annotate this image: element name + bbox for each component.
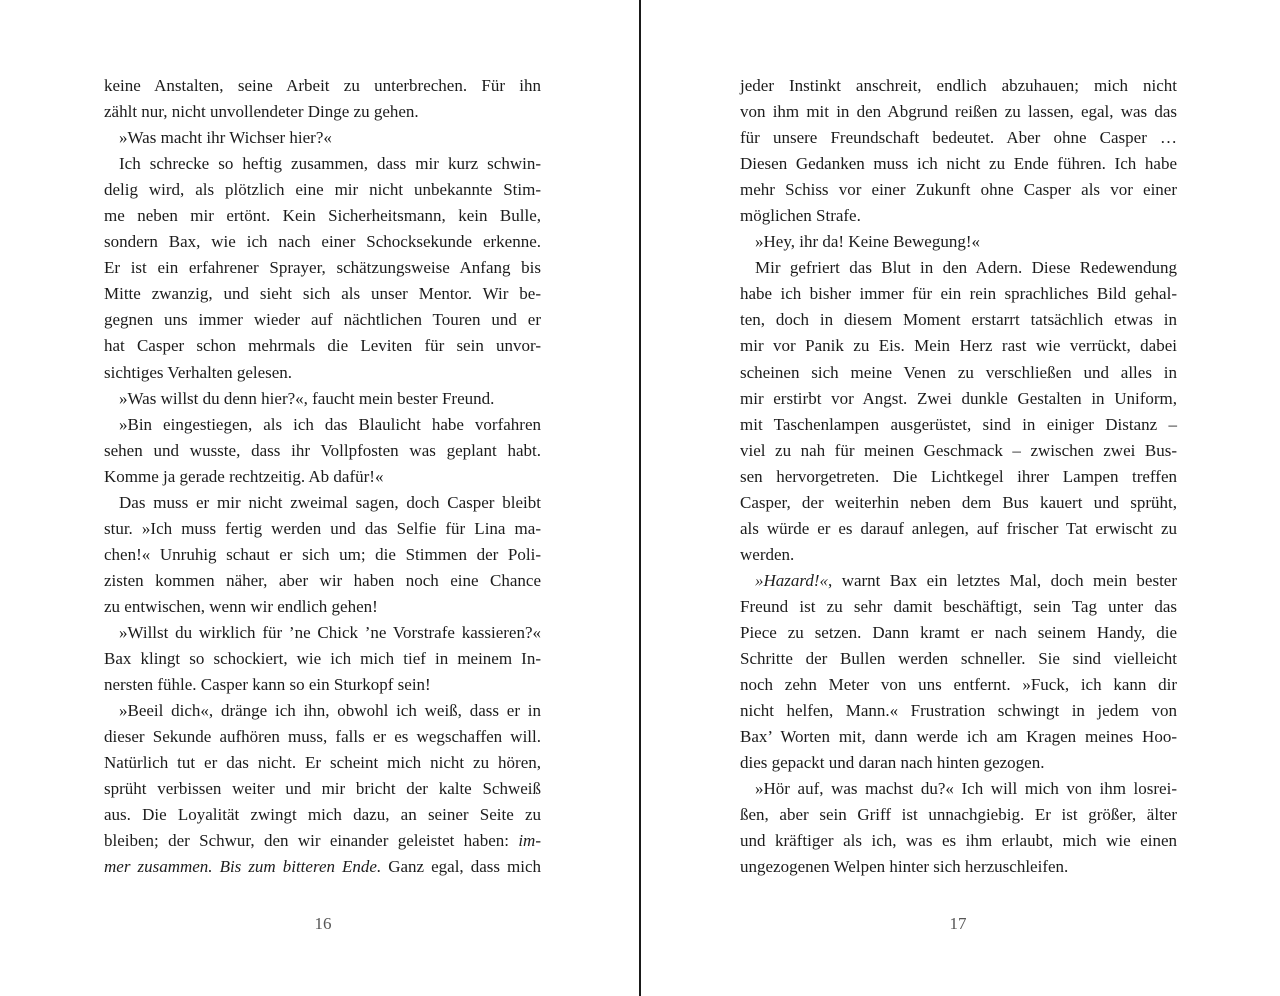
line-text: für unsere Freundschaft bedeutet. Aber ohne Casper … — [740, 128, 1177, 148]
text-line — [740, 490, 1177, 516]
line-text: mir erstirbt vor Angst. Zwei dunkle Gestalten in Uniform, — [740, 388, 1177, 408]
line-text: dies gepackt und daran nach hinten gezogen. — [740, 753, 1045, 773]
line-text: »Bin eingestiegen, als ich das Blaulicht habe vorfahren — [119, 414, 541, 434]
text-line — [104, 151, 541, 177]
text-line — [104, 698, 541, 724]
text-line — [740, 542, 1177, 568]
line-text: Ich schrecke so heftig zusammen, dass mir kurz schwin- — [119, 154, 541, 174]
line-text: Casper, der weiterhin neben dem Bus kauert und sprüht, — [740, 492, 1177, 512]
text-line — [104, 828, 541, 854]
line-text: chen!« Unruhig schaut er sich um; die Stimmen der Poli- — [104, 544, 541, 564]
line-text: Das muss er mir nicht zweimal sagen, doch Casper bleibt — [119, 492, 541, 512]
italic-text: mer zusammen. Bis zum bitteren Ende. — [104, 857, 382, 877]
text-line — [740, 281, 1177, 307]
text-line — [740, 854, 1177, 880]
line-text: jeder Instinkt anschreit, endlich abzuhauen; mich nicht — [740, 76, 1177, 95]
line-text: hat Casper schon mehrmals die Leviten für sein unvor- — [104, 336, 541, 356]
text-line — [104, 672, 541, 698]
line-text: nersten fühle. Casper kann so ein Sturkopf sein! — [104, 675, 431, 695]
text-line — [104, 594, 541, 620]
line-text: mir vor Panik zu Eis. Mein Herz rast wie verrückt, dabei — [740, 336, 1177, 356]
text-line — [740, 568, 1177, 594]
text-line — [104, 620, 541, 646]
page-number-right: 17 — [949, 914, 967, 933]
text-line — [104, 490, 541, 516]
line-text: sondern Bax, wie ich nach einer Schocksekunde erkenne. — [104, 232, 541, 252]
line-text: Piece zu setzen. Dann kramt er nach seinem Handy, die — [740, 622, 1177, 642]
line-text: möglichen Strafe. — [740, 206, 861, 226]
line-text: »Hey, ihr da! Keine Bewegung!« — [755, 232, 981, 252]
text-line — [740, 203, 1177, 229]
text-line — [104, 438, 541, 464]
line-text: ßen, aber sein Griff ist unnachgiebig. Er ist größer, älter — [740, 805, 1177, 825]
text-line — [740, 438, 1177, 464]
text-line — [104, 854, 541, 880]
text-line — [104, 281, 541, 307]
line-text: ten, doch in diesem Moment erstarrt tatsächlich etwas in — [740, 310, 1177, 330]
line-text: zählt nur, nicht unvollendeter Dinge zu gehen. — [104, 102, 419, 122]
line-text: sichtiges Verhalten gelesen. — [104, 362, 293, 382]
line-text: nicht helfen, Mann.« Frustration schwingt in jedem von — [740, 701, 1177, 721]
text-line — [740, 151, 1177, 177]
line-text: habe ich bisher immer für ein rein sprachliches Bild gehal- — [740, 284, 1177, 304]
text-line — [740, 99, 1177, 125]
line-text: ungezogenen Welpen hinter sich herzuschleifen. — [740, 857, 1069, 877]
text-line — [740, 776, 1177, 802]
text-line — [740, 594, 1177, 620]
italic-text: »Hazard!« — [755, 570, 829, 590]
line-text: Bax klingt so schockiert, wie ich mich tief in meinem In- — [104, 649, 541, 669]
text-line — [740, 307, 1177, 333]
line-text: Natürlich tut er das nicht. Er scheint mich nicht zu hören, — [104, 753, 541, 773]
left-page-text — [104, 73, 541, 880]
text-line — [104, 203, 541, 229]
text-line — [740, 177, 1177, 203]
line-text: Komme ja gerade rechtzeitig. Ab dafür!« — [104, 466, 384, 486]
line-text: zisten kommen näher, aber wir haben noch eine Chance — [104, 570, 541, 590]
line-text: Bax’ Worten mit, dann werde ich am Kragen meines Hoo- — [740, 727, 1177, 747]
text-line — [740, 412, 1177, 438]
line-text: »Was macht ihr Wichser hier?« — [119, 128, 332, 148]
line-text: mit Taschenlampen ausgerüstet, sind in einiger Distanz – — [740, 414, 1177, 434]
text-line — [104, 386, 541, 412]
text-line — [104, 568, 541, 594]
line-text: Mitte zwanzig, und sieht sich als unser Mentor. Wir be- — [104, 284, 541, 304]
text-line — [104, 99, 541, 125]
text-line — [104, 776, 541, 802]
text-line — [740, 802, 1177, 828]
text-line — [740, 125, 1177, 151]
text-line — [740, 229, 1177, 255]
line-text: Ganz egal, dass mich — [381, 857, 542, 877]
text-line — [740, 672, 1177, 698]
text-line — [104, 646, 541, 672]
page-number-left: 16 — [314, 914, 332, 933]
text-line — [740, 73, 1177, 99]
text-line — [104, 177, 541, 203]
line-text: als würde er es darauf anlegen, auf frischer Tat erwischt zu — [740, 518, 1177, 538]
text-line — [104, 333, 541, 359]
text-line — [740, 360, 1177, 386]
line-text: und kräftiger als ich, was es ihm erlaubt, mich wie einen — [740, 831, 1177, 851]
line-text: stur. »Ich muss fertig werden und das Selfie für Lina ma- — [104, 518, 541, 538]
text-line — [740, 516, 1177, 542]
text-line — [104, 516, 541, 542]
line-text: zu entwischen, wenn wir endlich gehen! — [104, 596, 378, 616]
text-line — [104, 360, 541, 386]
text-line — [740, 333, 1177, 359]
text-line — [104, 724, 541, 750]
text-line — [104, 125, 541, 151]
text-line — [104, 73, 541, 99]
text-line — [104, 255, 541, 281]
text-line — [740, 828, 1177, 854]
text-line — [740, 646, 1177, 672]
line-text: »Was willst du denn hier?«, faucht mein bester Freund. — [119, 388, 495, 408]
text-line — [104, 307, 541, 333]
line-text: dieser Sekunde aufhören muss, falls er es wegschaffen will. — [104, 727, 541, 747]
line-text: von ihm mit in den Abgrund reißen zu lassen, egal, was das — [740, 102, 1177, 122]
line-text: bleiben; der Schwur, den wir einander geleistet haben: — [104, 831, 509, 851]
line-text: noch zehn Meter von uns entfernt. »Fuck, ich kann dir — [740, 675, 1177, 695]
text-line — [740, 698, 1177, 724]
line-text: viel zu nah für meinen Geschmack – zwischen zwei Bus- — [740, 440, 1177, 460]
text-line — [104, 229, 541, 255]
page-gutter-divider — [639, 0, 641, 996]
text-line — [104, 464, 541, 490]
line-text: werden. — [740, 544, 795, 564]
line-text: , warnt Bax ein letztes Mal, doch mein bester — [828, 570, 1177, 590]
text-line — [104, 412, 541, 438]
line-text: Diesen Gedanken muss ich nicht zu Ende führen. Ich habe — [740, 154, 1177, 174]
line-text: Schritte der Bullen werden schneller. Sie sind vielleicht — [740, 649, 1177, 669]
right-page-text — [740, 73, 1177, 880]
text-line — [740, 255, 1177, 281]
line-text: scheinen sich meine Venen zu verschließen und alles in — [740, 362, 1177, 382]
text-line — [104, 750, 541, 776]
text-line — [740, 464, 1177, 490]
line-text: Freund ist zu sehr damit beschäftigt, sein Tag unter das — [740, 596, 1177, 616]
text-line — [740, 750, 1177, 776]
line-text: sen hervorgetreten. Die Lichtkegel ihrer Lampen treffen — [740, 466, 1177, 486]
line-text: »Hör auf, was machst du?« Ich will mich von ihm losrei- — [755, 779, 1177, 799]
line-text: gegnen uns immer wieder auf nächtlichen Touren und er — [104, 310, 541, 330]
italic-text: im- — [518, 831, 541, 851]
line-text: »Beeil dich«, dränge ich ihn, obwohl ich weiß, dass er in — [119, 701, 541, 721]
line-text: Er ist ein erfahrener Sprayer, schätzungsweise Anfang bis — [104, 258, 541, 278]
line-text: aus. Die Loyalität zwingt mich dazu, an seiner Seite zu — [104, 805, 541, 825]
line-text: mehr Schiss vor einer Zukunft ohne Casper als vor einer — [740, 180, 1177, 200]
text-line — [104, 802, 541, 828]
text-line — [104, 542, 541, 568]
line-text: sprüht verbissen weiter und mir bricht der kalte Schweiß — [104, 779, 541, 799]
line-text: keine Anstalten, seine Arbeit zu unterbrechen. Für ihn — [104, 76, 541, 95]
text-line — [740, 620, 1177, 646]
text-line — [740, 386, 1177, 412]
line-text: me neben mir ertönt. Kein Sicherheitsmann, kein Bulle, — [104, 206, 541, 226]
line-text: delig wird, als plötzlich eine mir nicht unbekannte Stim- — [104, 180, 541, 200]
line-text: »Willst du wirklich für ’ne Chick ’ne Vorstrafe kassieren?« — [119, 622, 541, 642]
line-text: Mir gefriert das Blut in den Adern. Diese Redewendung — [755, 258, 1177, 278]
text-line — [740, 724, 1177, 750]
line-text: sehen und wusste, dass ihr Vollpfosten was geplant habt. — [104, 440, 541, 460]
